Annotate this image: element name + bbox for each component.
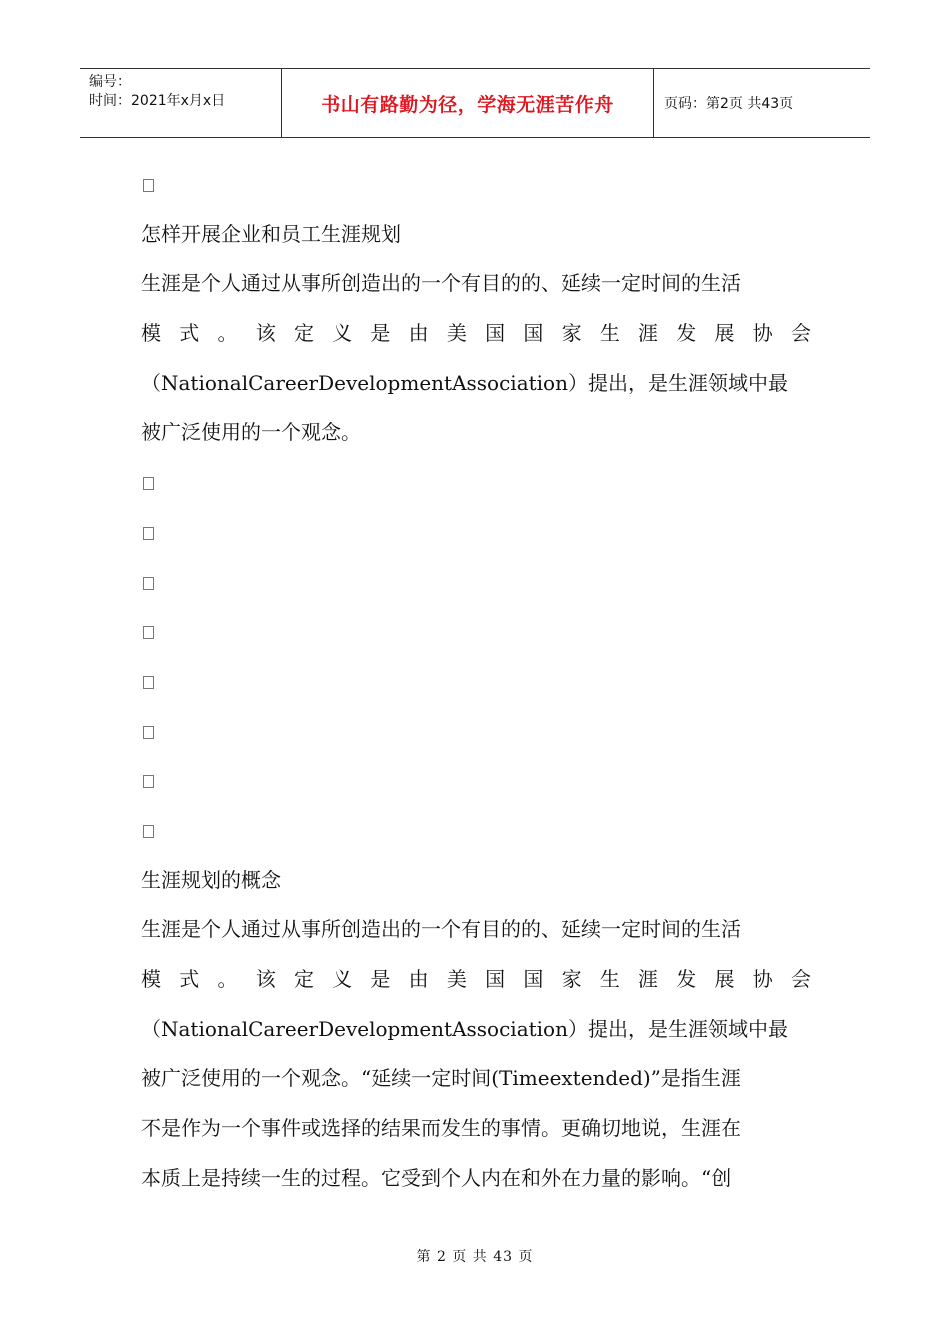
placeholder-box-row	[141, 458, 811, 508]
paragraph-line: 被广泛使用的一个观念。“延续一定时间(Timeextended)”是指生涯	[141, 1066, 741, 1091]
paragraph-line: 被广泛使用的一个观念。	[141, 420, 361, 445]
missing-image-icon	[143, 577, 154, 590]
placeholder-box-row	[141, 160, 811, 210]
placeholder-box-row	[141, 806, 811, 856]
document-body	[141, 160, 811, 1203]
missing-image-icon	[143, 179, 154, 192]
placeholder-box-row	[141, 657, 811, 707]
missing-image-icon	[143, 527, 154, 540]
header-page-info: 页码：第2页 共43页	[664, 96, 794, 112]
paragraph-line: （NationalCareerDevelopmentAssociation）提出，是生涯领域中最	[141, 1016, 788, 1041]
missing-image-icon	[143, 676, 154, 689]
paragraph-line: 不是作为一个事件或选择的结果而发生的事情。更确切地说，生涯在	[141, 1116, 741, 1141]
paragraph-line: （NationalCareerDevelopmentAssociation）提出，是生涯领域中最	[141, 370, 788, 395]
missing-image-icon	[143, 825, 154, 838]
page-footer: 第 2 页 共 43 页	[416, 1249, 534, 1265]
missing-image-icon	[143, 726, 154, 739]
placeholder-box-row	[141, 707, 811, 757]
paragraph-line: 模式。该定义是由美国国家生涯发展协会	[141, 321, 811, 346]
section-heading: 生涯规划的概念	[141, 867, 281, 892]
paragraph-line: 生涯是个人通过从事所创造出的一个有目的的、延续一定时间的生活	[141, 271, 741, 296]
paragraph-line: 本质上是持续一生的过程。它受到个人内在和外在力量的影响。“创	[141, 1165, 732, 1190]
missing-image-icon	[143, 775, 154, 788]
placeholder-box-row	[141, 607, 811, 657]
document-number-label: 编号：	[89, 74, 131, 90]
placeholder-box-row	[141, 558, 811, 608]
paragraph-line: 模式。该定义是由美国国家生涯发展协会	[141, 967, 811, 991]
missing-image-icon	[143, 477, 154, 490]
missing-image-icon	[143, 626, 154, 639]
section-heading: 怎样开展企业和员工生涯规划	[141, 221, 401, 246]
header-motto: 书山有路勤为径，学海无涯苦作舟	[282, 69, 654, 137]
placeholder-box-row	[141, 508, 811, 558]
document-date: 时间：2021年x月x日	[89, 93, 226, 109]
placeholder-box-row	[141, 756, 811, 806]
document-header	[80, 68, 870, 138]
paragraph-line: 生涯是个人通过从事所创造出的一个有目的的、延续一定时间的生活	[141, 917, 741, 942]
header-meta	[80, 69, 282, 137]
